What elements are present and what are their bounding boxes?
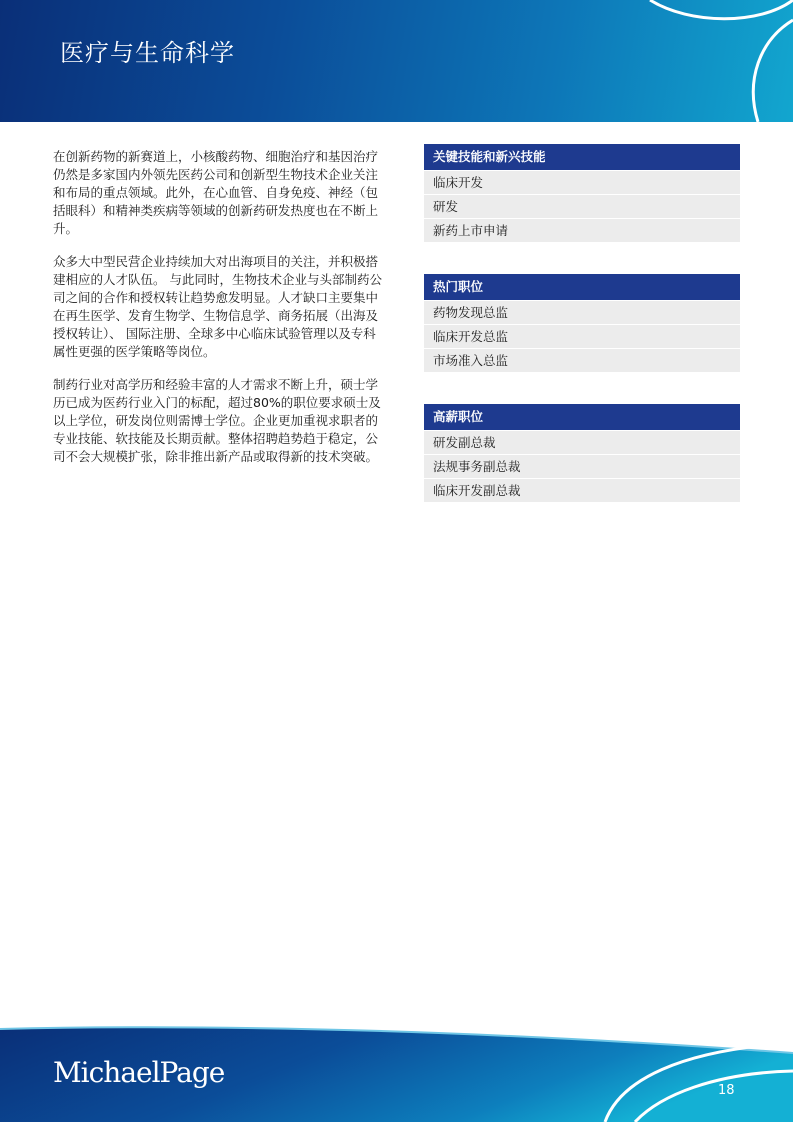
list-item: 临床开发总监 [424, 325, 740, 348]
paragraph: 在创新药物的新赛道上，小核酸药物、细胞治疗和基因治疗仍然是多家国内外领先医药公司和创新型生物技术企业关注和布局的重点领域。此外，在心血管、自身免疫、神经（包括眼科）和精神类疾病等领域的创新药研发热度也在不断上升。 [53, 149, 379, 236]
list-item: 新药上市申请 [424, 219, 740, 242]
page-number: 18 [718, 1083, 735, 1098]
list-item: 研发副总裁 [424, 431, 740, 454]
body-text [53, 148, 383, 481]
hot-roles-box [424, 274, 740, 372]
list-item: 药物发现总监 [424, 301, 740, 324]
page-header [0, 0, 793, 122]
list-item: 法规事务副总裁 [424, 455, 740, 478]
high-pay-box-title: 高薪职位 [424, 404, 740, 430]
list-item: 临床开发 [424, 171, 740, 194]
list-item: 临床开发副总裁 [424, 479, 740, 502]
paragraph: 制药行业对高学历和经验丰富的人才需求不断上升，硕士学历已成为医药行业入门的标配，超过80%的职位要求硕士及以上学位，研发岗位则需博士学位。企业更加重视求职者的专业技能、软技能及长期贡献。整体招聘趋势趋于稳定，公司不会大规模扩张，除非推出新产品或取得新的技术突破。 [53, 377, 381, 464]
skills-box [424, 144, 740, 242]
list-item: 研发 [424, 195, 740, 218]
high-pay-box [424, 404, 740, 502]
page-title: 医疗与生命科学 [60, 39, 235, 67]
hot-roles-box-title: 热门职位 [424, 274, 740, 300]
michael-page-logo: MichaelPage [53, 1056, 225, 1089]
paragraph: 众多大中型民营企业持续加大对出海项目的关注，并积极搭建相应的人才队伍。 与此同时，生物技术企业与头部制药公司之间的合作和授权转让趋势愈发明显。人才缺口主要集中在再生医学、发育生物学、生物信息学、商务拓展（出海及授权转让）、 国际注册、全球多中心临床试验管理以及专科属性更强的医学策略等岗位。 [53, 254, 382, 359]
list-item: 市场准入总监 [424, 349, 740, 372]
skills-box-title: 关键技能和新兴技能 [424, 144, 740, 170]
